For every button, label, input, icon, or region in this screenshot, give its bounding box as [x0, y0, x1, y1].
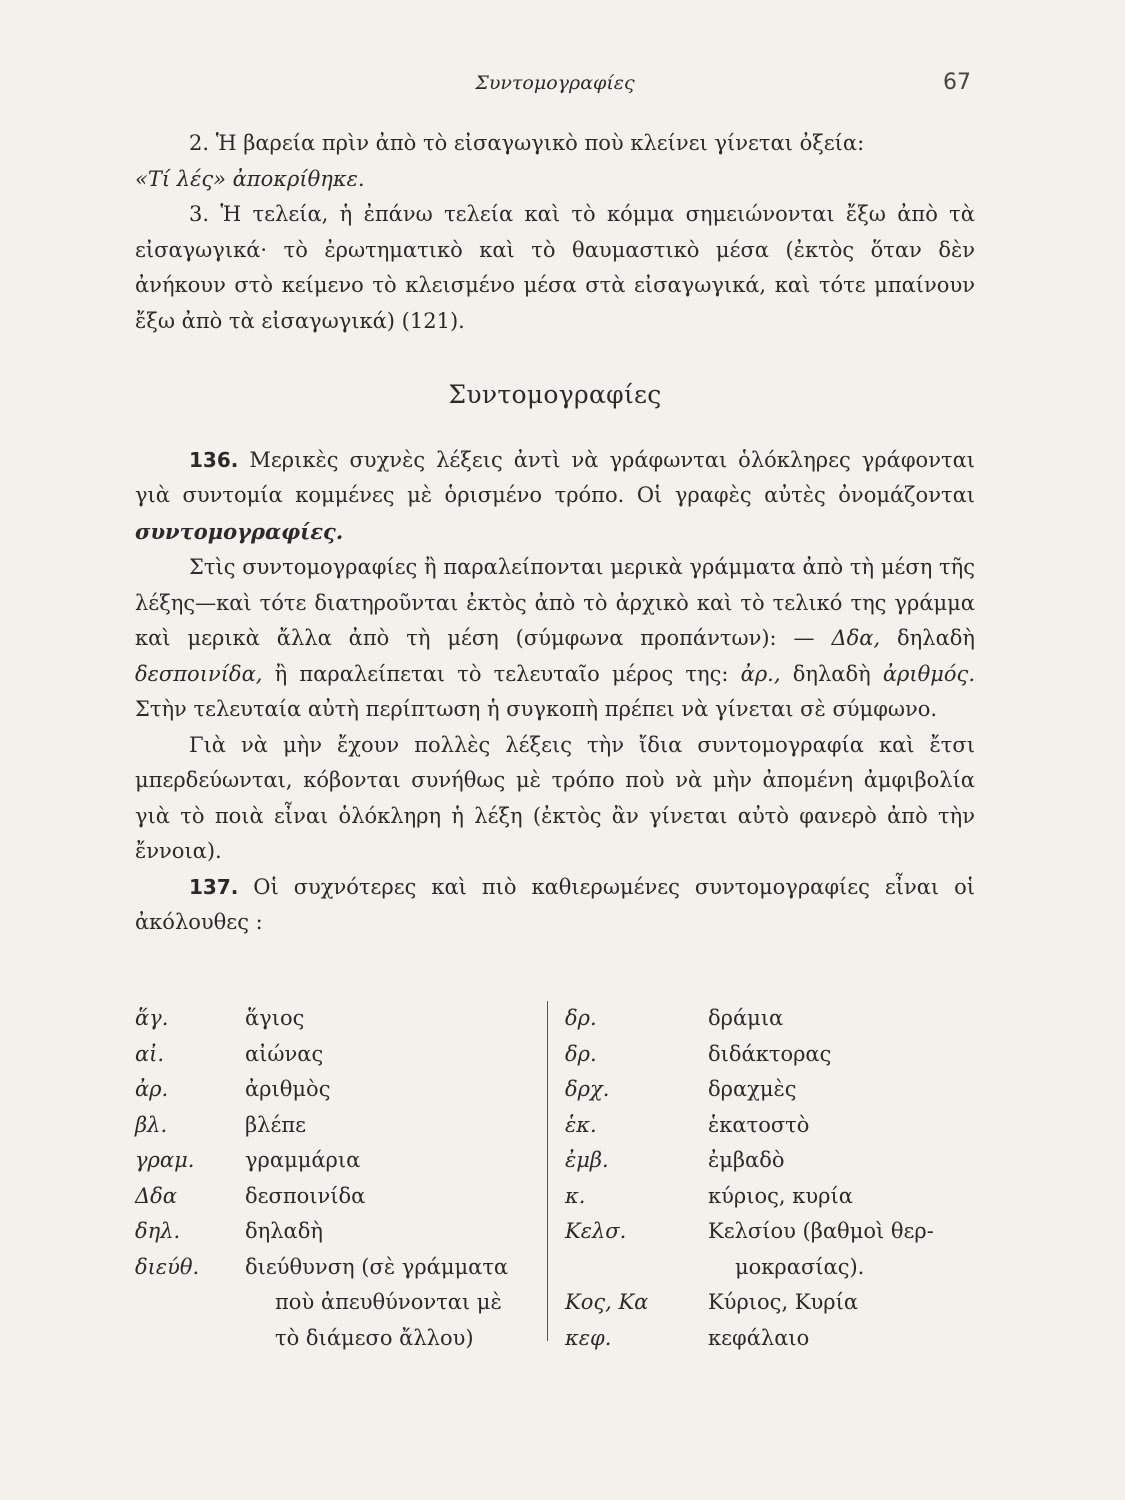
paragraph-number-136: 136.: [189, 447, 239, 472]
full-word-continuation: ποὺ ἀπευθύνονται μὲ: [275, 1290, 502, 1314]
abbr-row: [135, 1179, 545, 1215]
full-word: διδάκτορας: [708, 1041, 832, 1066]
abbr-row: [565, 1072, 975, 1108]
abbr-row-continuation: [135, 1285, 545, 1321]
term-emphasis: συντομογραφίες.: [135, 518, 344, 544]
full-word: γραμμάρια: [245, 1148, 361, 1172]
example-quote: «Τί λές» ἀποκρίθηκε.: [135, 166, 365, 191]
full-word: Κελσίου (βαθμοὶ θερ-: [708, 1219, 934, 1243]
abbr-row: [565, 1179, 975, 1215]
text-run: Στὴν τελευταία αὐτὴ περίπτωση ἡ συγκοπὴ πρέπει νὰ γίνεται σὲ σύμφωνο.: [135, 697, 938, 721]
example-word: ἀριθμός.: [882, 661, 975, 686]
abbr-row: [135, 1072, 545, 1108]
abbr: αἰ.: [135, 1041, 165, 1066]
abbr: δρ.: [565, 1041, 597, 1066]
abbreviation-column-right: [565, 1001, 975, 1356]
full-word-continuation: τὸ διάμεσο ἄλλου): [275, 1325, 474, 1350]
abbr-row: [565, 1001, 975, 1037]
full-word: ἅγιος: [245, 1006, 305, 1030]
full-word: δηλαδὴ: [245, 1219, 323, 1243]
abbr: διεύθ.: [135, 1254, 200, 1279]
paragraph-137-text: Οἱ συχνότερες καὶ πιὸ καθιερωμένες συντομογραφίες εἶναι οἱ ἀκόλουθες :: [135, 874, 975, 934]
abbr: δηλ.: [135, 1219, 181, 1243]
full-word: δραχμὲς: [708, 1077, 797, 1101]
abbr: βλ.: [135, 1112, 168, 1137]
example-abbr: Δδα,: [831, 626, 881, 650]
paragraph-2-text: 2. Ἡ βαρεία πρὶν ἀπὸ τὸ εἰσαγωγικὸ ποὺ κλείνει γίνεται ὀξεία:: [189, 131, 865, 155]
abbr-row: [565, 1285, 975, 1321]
full-word: ἑκατοστὸ: [708, 1112, 810, 1137]
abbr: Κελσ.: [565, 1219, 627, 1243]
body-text: [135, 126, 975, 941]
abbr: γραμ.: [135, 1148, 195, 1172]
abbr: ἐμβ.: [565, 1148, 609, 1172]
full-word: κεφάλαιο: [708, 1325, 810, 1350]
abbreviation-column-left: [135, 1001, 545, 1356]
text-run: ἢ παραλείπεται τὸ τελευταῖο μέρος της:: [262, 661, 741, 686]
abbr: δρχ.: [565, 1077, 610, 1101]
full-word: Κύριος, Κυρία: [708, 1290, 859, 1314]
text-run: δηλαδὴ: [780, 661, 883, 686]
abbr: κεφ.: [565, 1325, 612, 1350]
full-word: ἀριθμὸς: [245, 1077, 331, 1101]
paragraph-3: 3. Ἡ τελεία, ἡ ἐπάνω τελεία καὶ τὸ κόμμα σημειώνονται ἔξω ἀπὸ τὰ εἰσαγωγικά· τὸ ἐρωτηματικὸ καὶ τὸ θαυμαστικὸ μέσα (ἐκτὸς ὅταν δὲν ἀνήκουν στὸ κείμενο τὸ κλεισμένο μέσα στὰ εἰσαγωγικά, καὶ τότε μπαίνουν ἔξω ἀπὸ τὰ εἰσαγωγικά) (121).: [135, 202, 975, 333]
full-word: αἰώνας: [245, 1041, 324, 1066]
abbr: Δδα: [135, 1183, 177, 1208]
full-word: ἐμβαδὸ: [708, 1148, 785, 1172]
abbr-row: [135, 1001, 545, 1037]
example-word: δεσποινίδα,: [135, 661, 263, 686]
paragraph-2-example: [135, 162, 975, 198]
full-word: δεσποινίδα: [245, 1183, 366, 1208]
running-title: Συντομογραφίες: [475, 72, 635, 94]
paragraph-136-text: Μερικὲς συχνὲς λέξεις ἀντὶ νὰ γράφωνται ὁλόκληρες γράφονται γιὰ συντομία κομμένες μὲ ὁρισμένο τρόπο. Οἱ γραφὲς αὐτὲς ὀνομάζονται: [135, 447, 975, 507]
full-word: βλέπε: [245, 1112, 307, 1137]
abbr-row: [565, 1037, 975, 1073]
abbr: Κος, Κα: [565, 1290, 649, 1314]
paragraph-number-137: 137.: [189, 874, 239, 899]
section-heading: Συντομογραφίες: [448, 380, 662, 409]
paragraph-abbreviation-types: [135, 550, 975, 728]
abbr-row-continuation: [565, 1250, 975, 1286]
abbr-row: [565, 1143, 975, 1179]
abbr: κ.: [565, 1183, 586, 1208]
running-head: [135, 70, 975, 100]
abbr-row: [135, 1214, 545, 1250]
text-run: δηλαδὴ: [880, 626, 975, 650]
paragraph-136: [135, 443, 975, 551]
example-abbr: ἀρ.,: [740, 661, 781, 686]
abbr-row: [135, 1037, 545, 1073]
full-word: δράμια: [708, 1006, 784, 1030]
paragraph-137: [135, 870, 975, 941]
full-word: διεύθυνση (σὲ γράμματα: [245, 1254, 509, 1279]
abbr: ἅγ.: [135, 1006, 169, 1030]
abbr-row: [565, 1108, 975, 1144]
text-run: Στὶς συντομογραφίες ἢ παραλείπονται μερικὰ γράμματα ἀπὸ τὴ μέση τῆς λέξης—καὶ τότε διατηροῦνται ἐκτὸς ἀπὸ τὸ ἀρχικὸ καὶ τὸ τελικό της γράμμα καὶ μερικὰ ἄλλα ἀπὸ τὴ μέση (σύμφωνα προπάντων): —: [135, 555, 975, 650]
abbreviation-table: [135, 1001, 975, 1350]
full-word: κύριος, κυρία: [708, 1183, 853, 1208]
abbr-row: [565, 1214, 975, 1250]
page-number: 67: [943, 70, 971, 95]
column-divider: [547, 1001, 548, 1341]
abbr-row: [565, 1321, 975, 1357]
paragraph-ambiguity: Γιὰ νὰ μὴν ἔχουν πολλὲς λέξεις τὴν ἴδια συντομογραφία καὶ ἔτσι μπερδεύωνται, κόβονται συνήθως μὲ τρόπο ποὺ νὰ μὴν ἀπομένη ἀμφιβολία γιὰ τὸ ποιὰ εἶναι ὁλόκληρη ἡ λέξη (ἐκτὸς ἂν γίνεται αὐτὸ φανερὸ ἀπὸ τὴν ἔννοια).: [135, 732, 975, 863]
abbr-row: [135, 1143, 545, 1179]
abbr: δρ.: [565, 1006, 597, 1030]
abbr: ἑκ.: [565, 1112, 597, 1137]
full-word-continuation: μοκρασίας).: [735, 1254, 865, 1279]
abbr-row: [135, 1108, 545, 1144]
abbr: ἀρ.: [135, 1077, 169, 1101]
abbr-row-continuation: [135, 1321, 545, 1357]
abbr-row: [135, 1250, 545, 1286]
paragraph-2: [135, 126, 975, 162]
